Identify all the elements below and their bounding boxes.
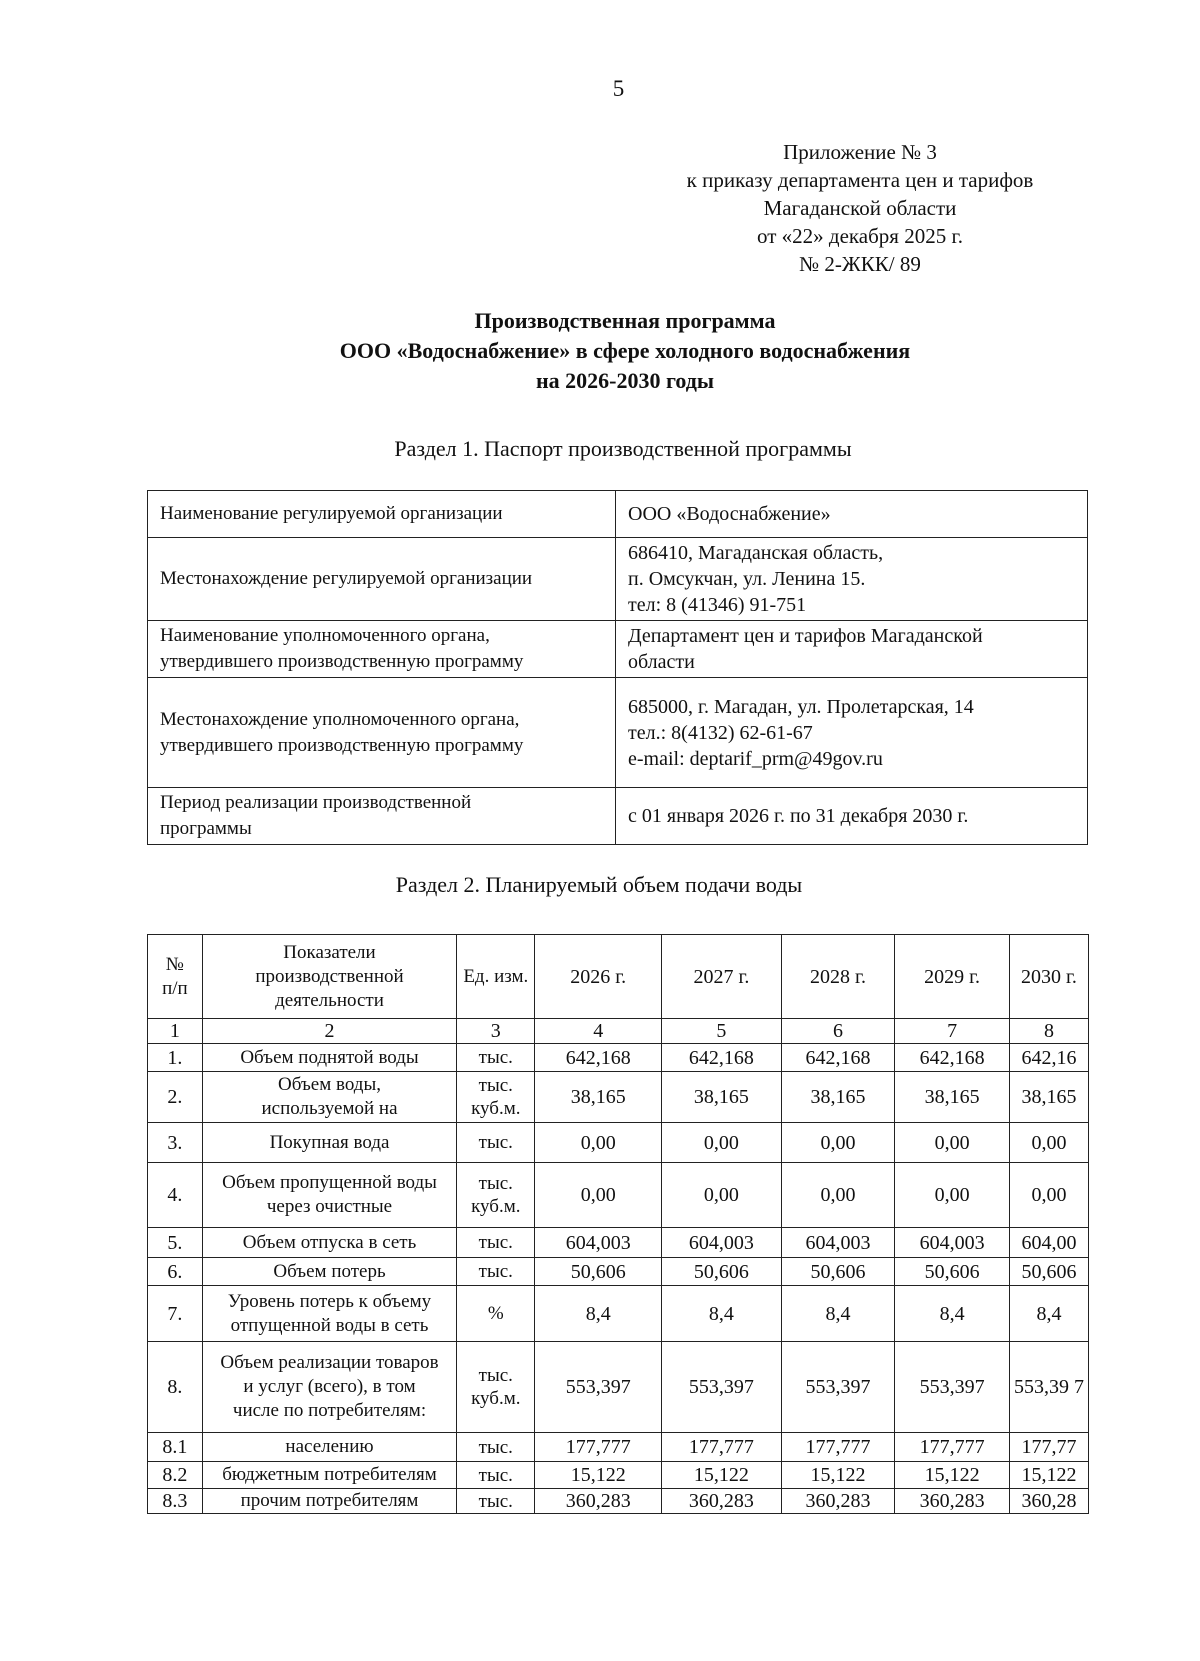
value-cell: 553,397 [895,1342,1010,1433]
appendix-line: № 2-ЖКК/ 89 [799,252,921,276]
column-header: 2028 г. [781,935,895,1019]
value-cell: 177,777 [781,1433,895,1462]
value-cell: 604,003 [781,1228,895,1258]
indicator-name: Объем отпуска в сеть [202,1228,457,1258]
column-header: 2026 г. [535,935,662,1019]
data-rows [148,1044,1089,1514]
section1-heading: Раздел 1. Паспорт производственной программы [394,436,852,461]
indicator-name: Уровень потерь к объему отпущенной воды в сеть [202,1286,457,1342]
page-number: 5 [612,76,625,101]
value-cell: 15,122 [1009,1462,1088,1489]
passport-label: Местонахождение регулируемой организации [148,538,616,621]
value-cell: 553,397 [662,1342,782,1433]
value-cell: 38,165 [662,1072,782,1123]
unit-cell: тыс. [457,1462,535,1489]
passport-label: Наименование уполномоченного органа, утвердившего производственную программу [148,621,616,678]
water-volume-table [147,934,1089,1514]
passport-label: Период реализации производственной программы [148,788,616,845]
column-number: 6 [781,1019,895,1044]
value-cell: 177,77 [1009,1433,1088,1462]
row-number: 2. [148,1072,203,1123]
unit-cell: тыс. [457,1433,535,1462]
column-number: 8 [1009,1019,1088,1044]
table-row [148,678,1088,788]
row-number: 8.2 [148,1462,203,1489]
value-cell: 0,00 [895,1123,1010,1163]
value-cell: 50,606 [1009,1258,1088,1286]
value-cell: 8,4 [781,1286,895,1342]
row-number: 3. [148,1123,203,1163]
value-cell: 177,777 [895,1433,1010,1462]
value-cell: 50,606 [535,1258,662,1286]
table-row [148,1342,1089,1433]
value-cell: 642,168 [781,1044,895,1072]
value-cell: 0,00 [895,1163,1010,1228]
value-cell: 50,606 [781,1258,895,1286]
value-cell: 604,003 [535,1228,662,1258]
table-row [148,1123,1089,1163]
row-number: 5. [148,1228,203,1258]
column-header: 2029 г. [895,935,1010,1019]
title-line: Производственная программа [474,308,776,333]
table-row [148,538,1088,621]
row-number: 4. [148,1163,203,1228]
unit-cell: % [457,1286,535,1342]
unit-cell: тыс. [457,1228,535,1258]
document-title [150,306,1100,396]
column-header: № п/п [148,935,203,1019]
table-row [148,1462,1089,1489]
passport-table [147,490,1088,845]
indicator-name: населению [202,1433,457,1462]
column-number: 4 [535,1019,662,1044]
table-row [148,1433,1089,1462]
passport-value: 686410, Магаданская область, п. Омсукчан, ул. Ленина 15. тел: 8 (41346) 91-751 [616,538,1088,621]
passport-value: Департамент цен и тарифов Магаданской области [616,621,1088,678]
unit-cell: тыс. куб.м. [457,1342,535,1433]
table-row [148,621,1088,678]
appendix-line: от «22» декабря 2025 г. [757,224,963,248]
value-cell: 38,165 [895,1072,1010,1123]
title-line: ООО «Водоснабжение» в сфере холодного водоснабжения [339,338,911,363]
table-row [148,1489,1089,1514]
value-cell: 604,003 [662,1228,782,1258]
value-cell: 604,00 [1009,1228,1088,1258]
appendix-line: к приказу департамента цен и тарифов [686,168,1034,192]
value-cell: 0,00 [662,1163,782,1228]
column-header: 2030 г. [1009,935,1088,1019]
column-header: Ед. изм. [457,935,535,1019]
value-cell: 360,283 [781,1489,895,1514]
value-cell: 15,122 [895,1462,1010,1489]
value-cell: 38,165 [1009,1072,1088,1123]
value-cell: 604,003 [895,1228,1010,1258]
passport-value: 685000, г. Магадан, ул. Пролетарская, 14 тел.: 8(4132) 62-61-67 e-mail: deptarif_prm@49gov.ru [616,678,1088,788]
indicator-name: Объем воды, используемой на [202,1072,457,1123]
value-cell: 0,00 [781,1123,895,1163]
value-cell: 15,122 [535,1462,662,1489]
value-cell: 642,168 [662,1044,782,1072]
row-number: 8.3 [148,1489,203,1514]
indicator-name: Объем потерь [202,1258,457,1286]
table-row [148,788,1088,845]
unit-cell: тыс. куб.м. [457,1163,535,1228]
value-cell: 0,00 [1009,1123,1088,1163]
value-cell: 360,283 [535,1489,662,1514]
value-cell: 0,00 [535,1123,662,1163]
value-cell: 38,165 [535,1072,662,1123]
value-cell: 0,00 [535,1163,662,1228]
value-cell: 553,39 7 [1009,1342,1088,1433]
column-number: 5 [662,1019,782,1044]
table-row [148,1044,1089,1072]
unit-cell: тыс. [457,1258,535,1286]
passport-label: Местонахождение уполномоченного органа, утвердившего производственную программу [148,678,616,788]
passport-value: ООО «Водоснабжение» [616,491,1088,538]
row-number: 6. [148,1258,203,1286]
column-number: 7 [895,1019,1010,1044]
passport-value: с 01 января 2026 г. по 31 декабря 2030 г. [616,788,1088,845]
value-cell: 360,283 [895,1489,1010,1514]
section2-heading: Раздел 2. Планируемый объем подачи воды [395,872,803,897]
value-cell: 38,165 [781,1072,895,1123]
value-cell: 360,28 [1009,1489,1088,1514]
indicator-name: Объем реализации товаров и услуг (всего), в том числе по потребителям: [202,1342,457,1433]
row-number: 7. [148,1286,203,1342]
value-cell: 8,4 [535,1286,662,1342]
value-cell: 642,168 [535,1044,662,1072]
table-row [148,491,1088,538]
value-cell: 642,168 [895,1044,1010,1072]
value-cell: 553,397 [535,1342,662,1433]
row-number: 8.1 [148,1433,203,1462]
column-number: 1 [148,1019,203,1044]
value-cell: 50,606 [895,1258,1010,1286]
value-cell: 0,00 [662,1123,782,1163]
passport-label: Наименование регулируемой организации [148,491,616,538]
column-header: Показатели производственной деятельности [202,935,457,1019]
value-cell: 15,122 [662,1462,782,1489]
table-row [148,1072,1089,1123]
table-row [148,1286,1089,1342]
value-cell: 15,122 [781,1462,895,1489]
indicator-name: Покупная вода [202,1123,457,1163]
row-number: 1. [148,1044,203,1072]
row-number: 8. [148,1342,203,1433]
column-number-row [148,1019,1089,1044]
value-cell: 177,777 [535,1433,662,1462]
value-cell: 553,397 [781,1342,895,1433]
column-header: 2027 г. [662,935,782,1019]
table-row [148,1163,1089,1228]
column-number: 2 [202,1019,457,1044]
value-cell: 0,00 [1009,1163,1088,1228]
unit-cell: тыс. [457,1044,535,1072]
appendix-line: Магаданской области [763,196,957,220]
appendix-header [640,138,1080,278]
value-cell: 50,606 [662,1258,782,1286]
value-cell: 0,00 [781,1163,895,1228]
indicator-name: прочим потребителям [202,1489,457,1514]
unit-cell: тыс. [457,1489,535,1514]
value-cell: 177,777 [662,1433,782,1462]
value-cell: 642,16 [1009,1044,1088,1072]
unit-cell: тыс. [457,1123,535,1163]
indicator-name: бюджетным потребителям [202,1462,457,1489]
indicator-name: Объем пропущенной воды через очистные [202,1163,457,1228]
table-row [148,1258,1089,1286]
title-line: на 2026-2030 годы [535,368,715,393]
value-cell: 8,4 [1009,1286,1088,1342]
table-row [148,1228,1089,1258]
appendix-line: Приложение № 3 [783,140,937,164]
value-cell: 8,4 [662,1286,782,1342]
header-row [148,935,1089,1019]
unit-cell: тыс. куб.м. [457,1072,535,1123]
value-cell: 8,4 [895,1286,1010,1342]
value-cell: 360,283 [662,1489,782,1514]
column-number: 3 [457,1019,535,1044]
indicator-name: Объем поднятой воды [202,1044,457,1072]
